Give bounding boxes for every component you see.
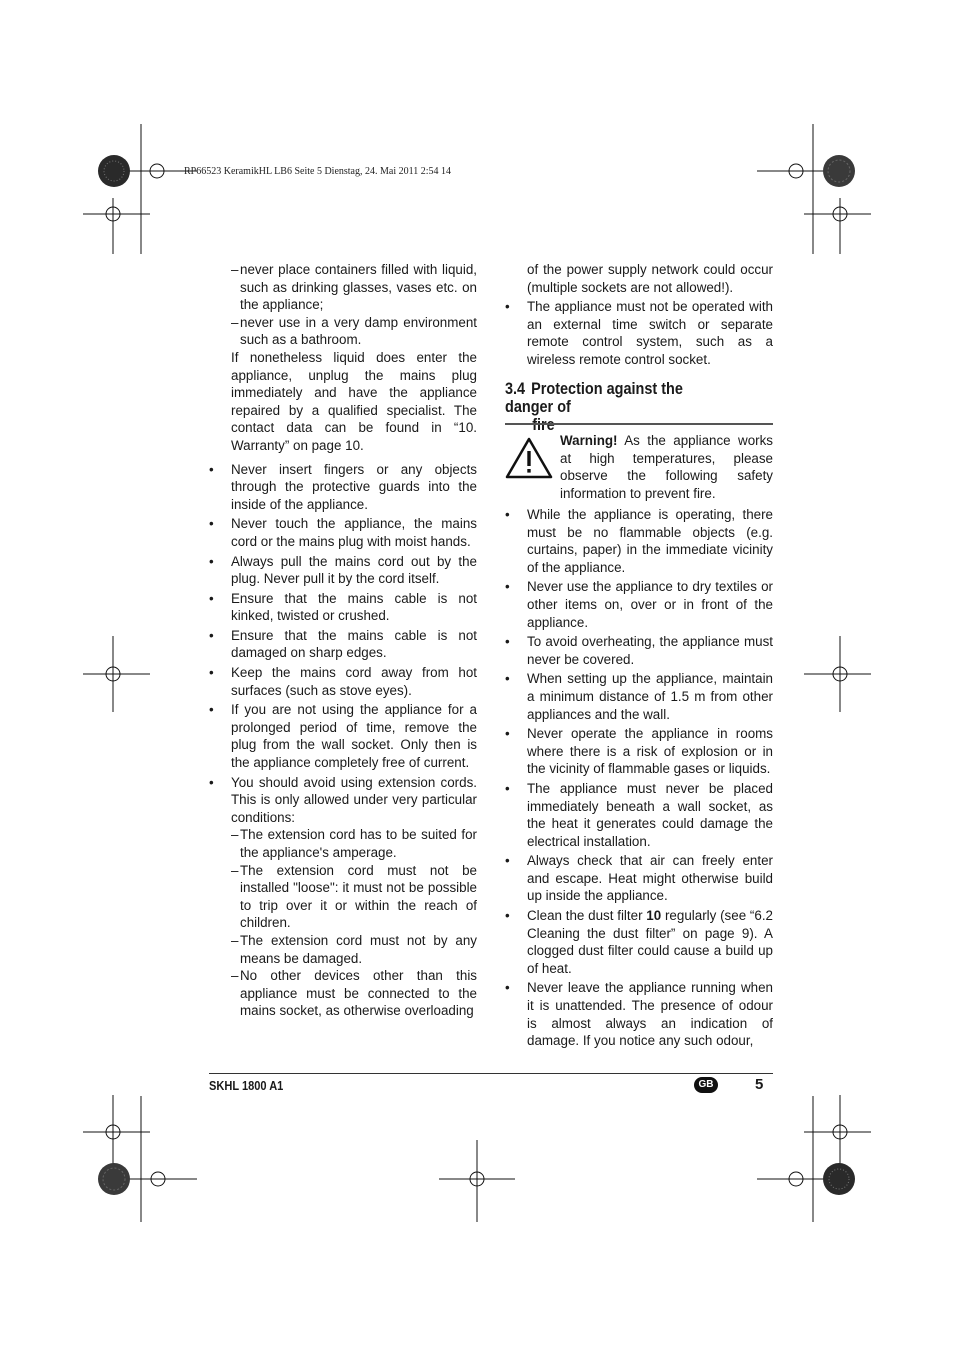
section-title-line1: Protection against the danger of <box>505 379 683 416</box>
paragraph: If nonetheless liquid does enter the appliance, unplug the mains plug immediately and have the appliance repaired by a qualified specialist. The contact data can be found in “10. Warranty” on page 10. <box>231 349 477 453</box>
bullet-text: Clean the dust filter <box>527 908 647 924</box>
bullet-item: • When setting up the appliance, maintain a minimum distance of 1.5 m from other appliances and the wall. <box>527 670 773 723</box>
bullet-item: • Never operate the appliance in rooms where there is a risk of explosion or in the vicinity of flammable gases or liquids. <box>527 725 773 778</box>
list-dash-item: – The extension cord has to be suited for the appliance's amperage. <box>231 826 477 861</box>
bullet-item: • Never leave the appliance running when it is unattended. The presence of odour is almost always an indication of damage. If you notice any such odour, <box>527 979 773 1049</box>
bullet-item: • Never use the appliance to dry textiles or other items on, over or in front of the appliance. <box>527 578 773 631</box>
bullet-item: • Keep the mains cord away from hot surfaces (such as stove eyes). <box>231 664 477 699</box>
heading-rule <box>505 423 773 425</box>
part-number: 10 <box>646 908 662 924</box>
bullet-item: • Always pull the mains cord out by the plug. Never pull it by the cord itself. <box>231 553 477 588</box>
right-column-bottom <box>527 506 773 1052</box>
page-number: 5 <box>755 1076 764 1093</box>
footer-model: SKHL 1800 A1 <box>209 1078 284 1093</box>
bullet-text: regularly (see “6.2 Cleaning the dust filter” on page 9). A clogged dust filter could cause a build up of heat. <box>527 908 773 976</box>
print-slug: RP66523 KeramikHL LB6 Seite 5 Dienstag, 24. Mai 2011 2:54 14 <box>184 166 452 177</box>
warning-triangle-icon <box>505 436 553 480</box>
bullet-item: • To avoid overheating, the appliance must never be covered. <box>527 633 773 668</box>
list-dash-item: – The extension cord must not be installed "loose": it must not be possible to trip over it or within the reach of children. <box>231 862 477 932</box>
footer-rule <box>209 1073 773 1074</box>
bullet-item: • Ensure that the mains cable is not damaged on sharp edges. <box>231 627 477 662</box>
left-column <box>231 261 477 1020</box>
right-column-top <box>527 261 773 371</box>
section-heading <box>505 380 733 434</box>
bullet-item: • If you are not using the appliance for a prolonged period of time, remove the plug from the wall socket. Only then is the appliance completely free of current. <box>231 701 477 771</box>
bullet-item: • Never insert fingers or any objects through the protective guards into the inside of the appliance. <box>231 461 477 514</box>
section-number: 3.4 <box>505 379 526 398</box>
list-dash-item: – The extension cord must not by any means be damaged. <box>231 932 477 967</box>
bullet-item <box>527 907 773 977</box>
continued-text: of the power supply network could occur (multiple sockets are not allowed!). <box>527 262 773 295</box>
list-dash-item: – never place containers filled with liquid, such as drinking glasses, vases etc. on the appliance; <box>231 261 477 314</box>
warning-body: As the appliance works at high temperatures, please observe the following safety information to prevent fire. <box>560 433 773 501</box>
warning-block <box>505 432 773 502</box>
bullet-item: • Ensure that the mains cable is not kinked, twisted or crushed. <box>231 590 477 625</box>
list-dash-item: – No other devices other than this appliance must be connected to the mains socket, as otherwise overloading <box>231 967 477 1020</box>
bullet-item: • While the appliance is operating, there must be no flammable objects (e.g. curtains, paper) in the immediate vicinity of the appliance. <box>527 506 773 576</box>
warning-text <box>560 432 773 502</box>
bullet-item: • You should avoid using extension cords. This is only allowed under very particular conditions: <box>231 774 477 827</box>
bullet-item: • Always check that air can freely enter and escape. Heat might otherwise build up inside the appliance. <box>527 852 773 905</box>
language-badge: GB <box>694 1077 718 1093</box>
bullet-item: • Never touch the appliance, the mains cord or the mains plug with moist hands. <box>231 515 477 550</box>
list-dash-item: – never use in a very damp environment such as a bathroom. <box>231 314 477 349</box>
bullet-item: • The appliance must never be placed immediately beneath a wall socket, as the heat it generates could damage the electrical installation. <box>527 780 773 850</box>
warning-label: Warning! <box>560 433 618 448</box>
bullet-item: • The appliance must not be operated with an external time switch or separate remote control system, such as a wireless remote control socket. <box>527 298 773 368</box>
